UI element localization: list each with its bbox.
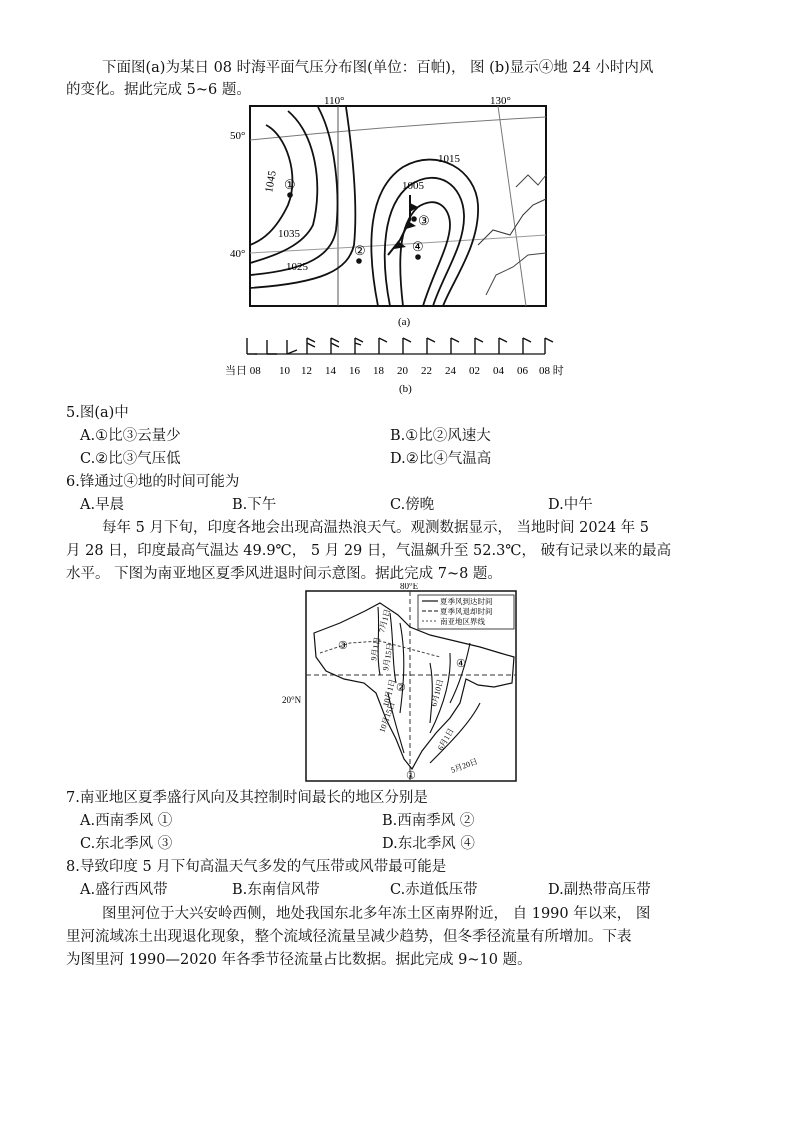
date-label-sep15: 9月15日 — [381, 642, 395, 672]
point-label-4: ④ — [412, 239, 424, 254]
time-label-22: 22 — [421, 365, 432, 377]
intro2-line1: 每年 5 月下旬，印度各地会出现高温热浪天气。观测数据显示， 当地时间 2024 年 5 — [102, 520, 650, 536]
time-label-18: 18 — [373, 365, 384, 377]
q7-stem: 7.南亚地区夏季盛行风向及其控制时间最长的地区分别是 — [66, 790, 428, 806]
isobar-label-1035: 1035 — [278, 228, 300, 240]
isobar-label-1015: 1015 — [438, 153, 460, 165]
lon-label-80e: 80°E — [400, 583, 419, 591]
time-label-08: 当日 08 — [225, 365, 261, 377]
south-asia-monsoon-map — [280, 583, 520, 785]
q7-option-a: A.西南季风 ① — [80, 813, 173, 829]
q5-stem: 5.图(a)中 — [66, 405, 129, 421]
q7-option-d: D.东北季风 ④ — [382, 836, 475, 852]
date-label-may20: 5月20日 — [449, 756, 479, 775]
q6-option-d: D.中午 — [548, 497, 593, 513]
intro2-line2: 月 28 日，印度最高气温达 49.9℃， 5 月 29 日，气温飙升至 52.3℃， 破有记录以来的最高 — [66, 543, 672, 559]
q6-option-c: C.傍晚 — [390, 497, 435, 513]
point-label-1: ① — [284, 177, 296, 192]
q8-option-c: C.赤道低压带 — [390, 882, 478, 898]
time-label-10: 10 — [279, 365, 290, 377]
time-label-14: 14 — [325, 365, 336, 377]
india-point-2: ② — [396, 682, 406, 694]
time-label-12: 12 — [301, 365, 312, 377]
date-label-oct1: 10月1日 — [381, 678, 398, 708]
time-label-02: 02 — [469, 365, 480, 377]
q6-option-b: B.下午 — [232, 497, 277, 513]
isobar-label-1005: 1005 — [402, 180, 424, 192]
time-label-20: 20 — [397, 365, 408, 377]
date-label-jun10: 6月10日 — [429, 678, 446, 708]
india-point-1: ① — [406, 770, 416, 782]
intro1-line1: 下面图(a)为某日 08 时海平面气压分布图(单位：百帕)， 图 (b)显示④地 24 小时内风 — [102, 60, 654, 76]
q5-option-c: C.②比③气压低 — [80, 451, 181, 467]
q5-option-d: D.②比④气温高 — [390, 451, 492, 467]
date-label-oct15: 10月15日 — [377, 700, 397, 734]
time-label-04: 04 — [493, 365, 504, 377]
date-label-sep1: 9月1日 — [369, 636, 383, 662]
q8-option-d: D.副热带高压带 — [548, 882, 651, 898]
isobar-label-1045: 1045 — [263, 169, 279, 194]
point-label-2: ② — [354, 243, 366, 258]
time-label-06: 06 — [517, 365, 528, 377]
date-label-jun1: 6月1日 — [435, 726, 456, 752]
india-point-3: ③ — [338, 640, 348, 652]
legend-arrival: 夏季风到达时间 — [440, 597, 493, 606]
lon-label-130: 130° — [490, 95, 511, 107]
q8-stem: 8.导致印度 5 月下旬高温天气多发的气压带或风带最可能是 — [66, 859, 447, 875]
time-label-08-end: 08 时 — [539, 365, 564, 377]
figure-b-caption: (b) — [399, 383, 412, 395]
lat-label-50: 50° — [230, 130, 246, 142]
india-point-4: ④ — [456, 658, 466, 670]
date-label-jul1: 7月1日 — [377, 608, 393, 634]
legend-boundary: 南亚地区界线 — [440, 617, 485, 626]
q5-option-b: B.①比②风速大 — [390, 428, 491, 444]
intro2-line3: 水平。 下图为南亚地区夏季风进退时间示意图。据此完成 7~8 题。 — [66, 566, 502, 582]
intro3-line2: 里河流域冻土出现退化现象，整个流域径流量呈减少趋势，但冬季径流量有所增加。下表 — [66, 929, 632, 945]
q7-option-b: B.西南季风 ② — [382, 813, 475, 829]
legend-retreat: 夏季风退却时间 — [440, 607, 493, 616]
lon-label-110: 110° — [324, 95, 345, 107]
intro3-line3: 为图里河 1990—2020 年各季节径流量占比数据。据此完成 9~10 题。 — [66, 952, 532, 968]
lat-label-40: 40° — [230, 248, 246, 260]
pressure-map-figure — [228, 95, 560, 330]
point-label-3: ③ — [418, 213, 430, 228]
time-label-24: 24 — [445, 365, 456, 377]
intro1-line2: 的变化。据此完成 5~6 题。 — [66, 82, 251, 98]
intro3-line1: 图里河位于大兴安岭西侧，地处我国东北多年冻土区南界附近， 自 1990 年以来， 图 — [102, 906, 651, 922]
time-label-16: 16 — [349, 365, 360, 377]
q8-option-a: A.盛行西风带 — [80, 882, 168, 898]
wind-timeline-figure — [215, 330, 575, 398]
q7-option-c: C.东北季风 ③ — [80, 836, 173, 852]
q8-option-b: B.东南信风带 — [232, 882, 320, 898]
isobar-label-1025: 1025 — [286, 261, 308, 273]
q6-stem: 6.锋通过④地的时间可能为 — [66, 474, 240, 490]
lat-label-20n: 20°N — [282, 695, 302, 705]
q6-option-a: A.早晨 — [80, 497, 125, 513]
q5-option-a: A.①比③云量少 — [80, 428, 181, 444]
figure-a-caption: (a) — [398, 316, 411, 328]
